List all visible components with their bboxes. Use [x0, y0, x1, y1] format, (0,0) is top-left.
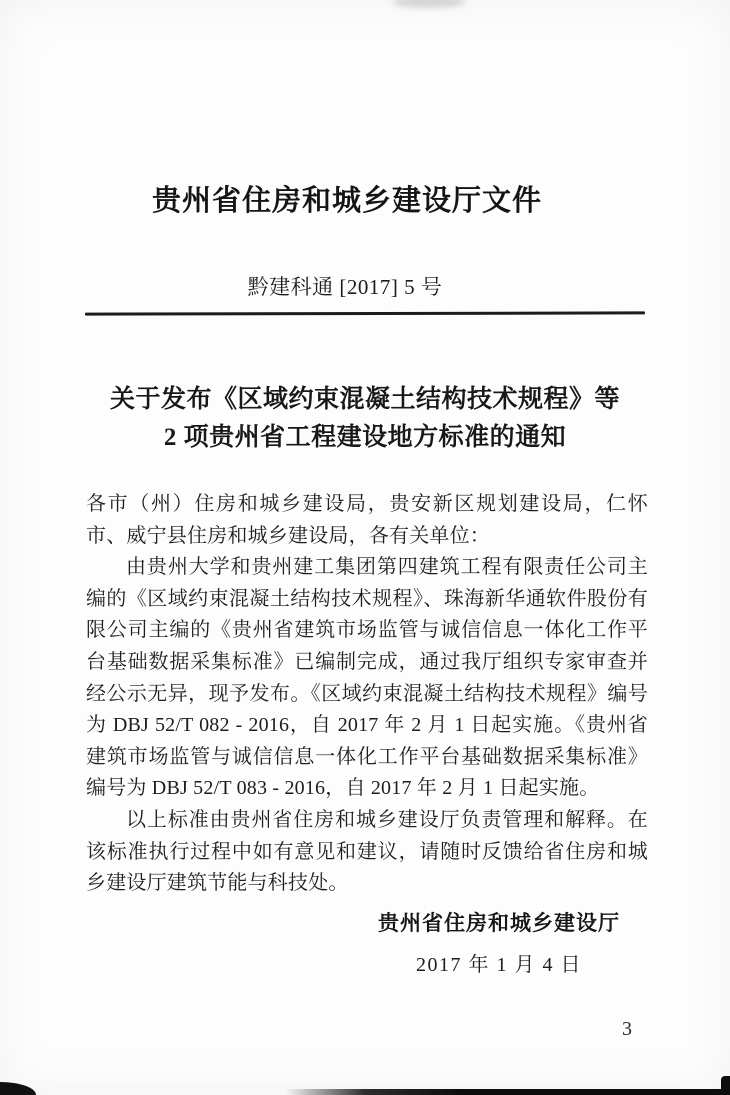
notice-body — [86, 489, 648, 900]
document-header-title: 贵州省住房和城乡建设厅文件 — [151, 185, 542, 217]
subject-line-2: 2 项贵州省工程建设地方标准的通知 — [163, 424, 567, 451]
body-paragraph-1: 由贵州大学和贵州建工集团第四建筑工程有限责任公司主编的《区域约束混凝土结构技术规程》、珠海新华通软件股份有限公司主编的《贵州省建筑市场监管与诚信信息一体化工作平台基础数据采集标准》已编制完成，通过我厅组织专家审查并经公示无异，现予发布。《区域约束混凝土结构技术规程》编号为 DBJ 52/T 082 - 2016，自 2017 年 2 月 1 日起实施。《贵州省建筑市场监管与诚信信息一体化工作平台基础数据采集标准》编号为 DBJ 52/T 083 - 2016，自 2017 年 2 月 1 日起实施。 — [86, 556, 648, 800]
issue-date: 2017 年 1 月 4 日 — [416, 954, 582, 976]
scan-edge-artifact-bottom — [285, 1089, 730, 1095]
scan-smudge-artifact — [393, 0, 465, 8]
document-reference-number: 黔建科通 [2017] 5 号 — [247, 275, 443, 299]
issuing-authority-signature: 贵州省住房和城乡建设厅 — [378, 912, 620, 935]
scan-edge-artifact-right-nub — [721, 1076, 730, 1095]
page-number: 3 — [622, 1018, 632, 1040]
body-paragraph-2: 以上标准由贵州省住房和城乡建设厅负责管理和解释。在该标准执行过程中如有意见和建议，请随时反馈给省住房和城乡建设厅建筑节能与科技处。 — [86, 808, 648, 895]
header-divider-rule — [85, 311, 645, 315]
salutation-paragraph: 各市（州）住房和城乡建设局，贵安新区规划建设局，仁怀市、威宁县住房和城乡建设局，各有关单位： — [86, 493, 648, 547]
notice-subject-heading — [84, 381, 646, 457]
signature-block — [378, 907, 620, 977]
subject-line-1: 关于发布《区域约束混凝土结构技术规程》等 — [109, 386, 620, 413]
scan-edge-artifact-left-corner — [0, 1082, 36, 1095]
